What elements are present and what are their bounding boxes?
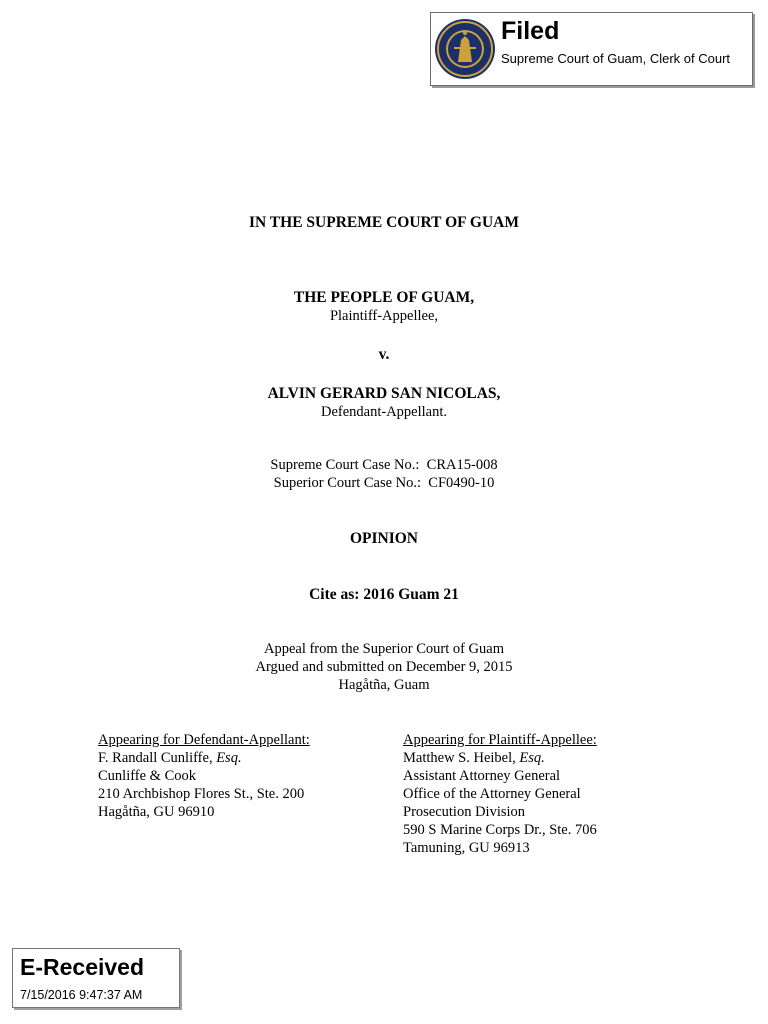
defendant-city: Hagåtña, GU 96910 [98,804,215,820]
e-received-title: E-Received [20,954,145,980]
defendant-name: ALVIN GERARD SAN NICOLAS, [267,385,501,402]
document-type: OPINION [349,530,419,547]
court-seal-icon [434,18,496,80]
defendant-address: 210 Archbishop Flores St., Ste. 200 [98,786,305,802]
superior-case-number: Superior Court Case No.: CF0490-10 [273,475,495,491]
plaintiff-counsel-heading: Appearing for Plaintiff-Appellee: [403,732,597,748]
plaintiff-attorney [403,749,597,767]
filed-title: Filed [501,17,560,45]
plaintiff-office: Office of the Attorney General [403,786,581,802]
e-received-timestamp: 7/15/2016 9:47:37 AM [20,988,143,1002]
location-line: Hagåtña, Guam [338,677,430,693]
argued-line: Argued and submitted on December 9, 2015 [255,659,513,675]
supreme-case-number: Supreme Court Case No.: CRA15-008 [270,457,498,473]
plaintiff-address: 590 S Marine Corps Dr., Ste. 706 [403,822,597,838]
filed-stamp [430,12,753,86]
plaintiff-name: THE PEOPLE OF GUAM, [293,289,475,306]
plaintiff-attorney-name: Matthew S. Heibel, [403,750,516,766]
plaintiff-counsel [403,731,597,857]
plaintiff-title: Assistant Attorney General [403,768,561,784]
defendant-attorney-suffix: Esq. [216,750,242,766]
defendant-firm: Cunliffe & Cook [98,768,197,784]
defendant-counsel-heading: Appearing for Defendant-Appellant: [98,732,310,748]
plaintiff-attorney-suffix: Esq. [519,750,545,766]
plaintiff-division: Prosecution Division [403,804,526,820]
defendant-attorney [98,749,310,767]
defendant-attorney-name: F. Randall Cunliffe, [98,750,213,766]
versus: v. [378,346,390,363]
defendant-role: Defendant-Appellant. [320,404,448,420]
defendant-counsel [98,731,310,821]
filed-subtitle: Supreme Court of Guam, Clerk of Court [501,51,731,66]
plaintiff-city: Tamuning, GU 96913 [403,840,530,856]
court-heading: IN THE SUPREME COURT OF GUAM [248,214,519,231]
appeal-line: Appeal from the Superior Court of Guam [263,641,504,657]
e-received-stamp [12,948,180,1008]
plaintiff-role: Plaintiff-Appellee, [329,308,439,324]
citation: Cite as: 2016 Guam 21 [309,586,459,603]
